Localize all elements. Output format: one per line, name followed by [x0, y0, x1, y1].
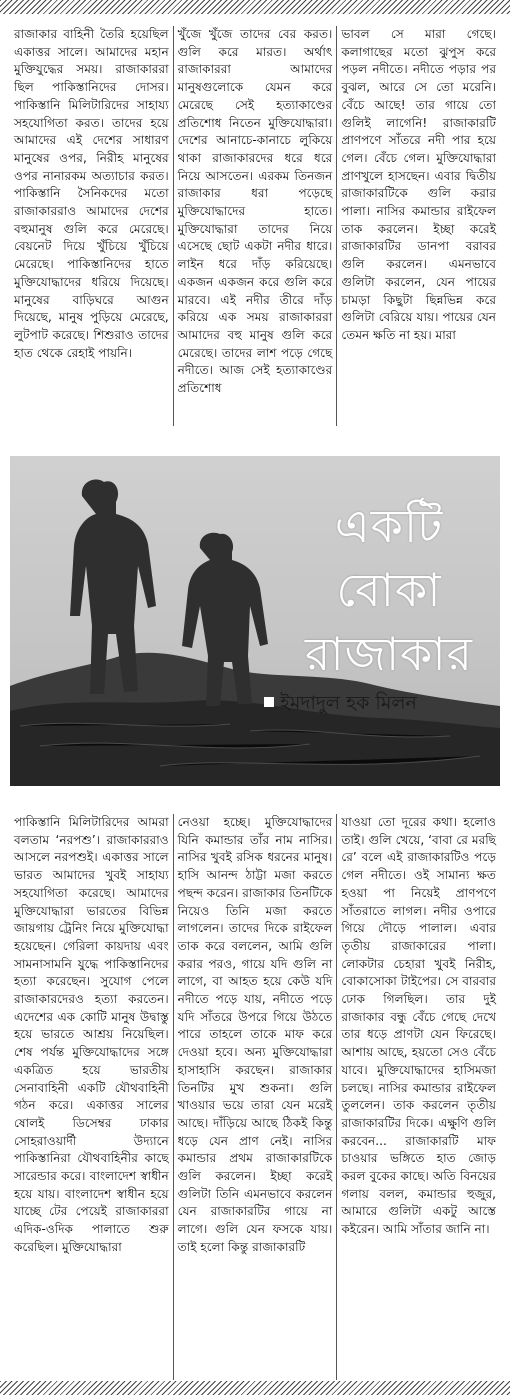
paragraph: খুঁজে খুঁজে তাদের বের করত। গুলি করে মারত। অর্থাৎ রাজাকাররা আমাদের মানুষগুলোকে যেমন করে মেরেছে সেই হত্যাকাণ্ডের প্রতিশোধ নিতেন মুক্তিযোদ্ধারা। দেশের আনাচে-কানাচে লুকিয়ে থাকা রাজাকারদের ধরে ধরে নিয়ে আসতেন। এরকম তিনজন রাজাকার ধরা পড়েছে মুক্তিযোদ্ধাদের হাতে। মুক্তিযোদ্ধারা তাদের নিয়ে এসেছে ছোট একটা নদীর ধারে। লাইন ধরে দাঁড় করিয়েছে। একজন একজন করে গুলি করে মারবে। এই নদীর তীরে দাঁড় করিয়ে এক সময় রাজাকাররা আমাদের বহু মানুষ গুলি করে মেরেছে। তাদের লাশ পড়ে গেছে নদীতে। আজ সেই হত্যাকাণ্ডের প্রতিশোধ	[177, 27, 333, 396]
article-bottom-columns	[10, 814, 500, 1380]
paragraph: পাকিস্তানি মিলিটারিদের আমরা বলতাম ‘নরপশু’। রাজাকাররাও আসলে নরপশুই। একাত্তর সালে ভারত আমাদের খুবই সাহায্য সহযোগিতা করেছে। আমাদের মুক্তিযোদ্ধারা ভারতের বিভিন্ন জায়গায় ট্রেনিং নিয়ে মুক্তিযোদ্ধা হয়েছেন। গেরিলা কায়দায় এবং সামনাসামনি যুদ্ধে পাকিস্তানিদের হত্যা করেছেন। সুযোগ পেলে রাজাকারদেরও হত্যা করতেন। এদেশের এক কোটি মানুষ উদ্বাস্তু হয়ে ভারতে আশ্রয় নিয়েছিল। শেষ পর্যন্ত মুক্তিযোদ্ধাদের সঙ্গে একত্রিত হয়ে ভারতীয় সেনাবাহিনী একটি যৌথবাহিনী গঠন করে। একাত্তর সালের ষোলই ডিসেম্বর ঢাকার সোহরাওয়ার্দী উদ্যানে পাকিস্তানিরা যৌথবাহিনীর কাছে সারেন্ডার করে। বাংলাদেশ স্বাধীন হয়ে যায়। বাংলাদেশ স্বাধীন হয়ে যাচ্ছে টের পেয়েই রাজাকাররা এদিক-ওদিক পালাতে শুরু করেছিল। মুক্তিযোদ্ধারা	[14, 815, 169, 1254]
bottom-column-1	[10, 814, 173, 1380]
top-column-1	[10, 26, 173, 426]
paragraph: যাওয়া তো দূরের কথা। হলোও তাই। গুলি খেয়ে, ‘বাবা রে মরছি রে’ বলে এই রাজাকারটিও পড়ে গেল নদীতে। ওই সামান্য ক্ষত হওয়া পা নিয়েই প্রাণপণে সাঁতরাতে লাগল। নদীর ওপারে গিয়ে দৌড়ে পালাল। এবার তৃতীয় রাজাকারের পালা। লোকটার চেহারা খুবই নিরীহ, বোকাসোকা টাইপের। সে বারবার ঢোক গিলছিল। তার দুই রাজাকার বন্ধু বেঁচে গেছে দেখে তার ধড়ে প্রাণটা যেন ফিরেছে। আশায় আছে, হয়তো সেও বেঁচে যাবে। মুক্তিযোদ্ধাদের হাসিমজা চলছে। নাসির কমান্ডার রাইফেল তুললেন। তাক করলেন তৃতীয় রাজাকারটির দিকে। এক্ষুণি গুলি করবেন... রাজাকারটি মাফ চাওয়ার ভঙ্গিতে হাত জোড় করল বুকের কাছে। অতি বিনয়ের গলায় বলল, কমান্ডার হুজুর, আমারে গুলিটা একটু আস্তে কইরেন। আমি সাঁতার জানি না।	[341, 815, 497, 1237]
bottom-column-2	[173, 814, 337, 1380]
title-illustration	[10, 456, 500, 786]
article-title	[304, 494, 474, 686]
bullet-square-icon	[264, 697, 274, 707]
title-line: বোকা	[336, 563, 442, 617]
title-line: একটি	[334, 499, 444, 553]
top-column-3	[336, 26, 500, 426]
author-name: ইমদাদুল হক মিলন	[280, 692, 417, 714]
paragraph: ভাবল সে মারা গেছে। কলাগাছের মতো ঝুপুস করে পড়ল নদীতে। নদীতে পড়ার পর বুঝল, আরে সে তো মরেনি। বেঁচে আছে! তার গায়ে তো গুলিই লাগেনি! রাজাকারটি প্রাণপণে সাঁতরে নদী পার হয়ে গেল। বেঁচে গেল। মুক্তিযোদ্ধারা প্রাণখুলে হাসছেন। এবার দ্বিতীয় রাজাকারটিকে গুলি করার পালা। নাসির কমান্ডার রাইফেল তাক করলেন। ইচ্ছা করেই রাজাকারটির ডানপা বরাবর গুলি করলেন। এমনভাবে গুলিটা করলেন, যেন পায়ের চামড়া কিছুটা ছিন্নভিন্ন করে গুলিটা বেরিয়ে যায়। পায়ের যেন তেমন ক্ষতি না হয়। মারা	[341, 27, 497, 342]
paragraph: নেওয়া হচ্ছে। মুক্তিযোদ্ধাদের যিনি কমান্ডার তাঁর নাম নাসির। নাসির খুবই রসিক ধরনের মানুষ। হাসি আনন্দ ঠাট্টা মজা করতে পছন্দ করেন। রাজাকার তিনটিকে নিয়েও তিনি মজা করতে লাগলেন। তাদের দিকে রাইফেল তাক করে বললেন, আমি গুলি করার পরও, গায়ে যদি গুলি না লাগে, বা আহত হয়ে কেউ যদি নদীতে পড়ে যায়, নদীতে পড়ে যদি সাঁতরে উপরে গিয়ে উঠতে পারে তাহলে তাকে মাফ করে দেওয়া হবে। অন্য মুক্তিযোদ্ধারা হাসাহাসি করছেন। রাজাকার তিনটির মুখ শুকনা। গুলি খাওয়ার ভয়ে তারা যেন মরেই আছে। দাঁড়িয়ে আছে ঠিকই কিন্তু ধড়ে যেন প্রাণ নেই। নাসির কমান্ডার প্রথম রাজাকারটিকে গুলি করলেন। ইচ্ছা করেই গুলিটা তিনি এমনভাবে করলেন যেন রাজাকারটির গায়ে না লাগে। গুলি যেন ফসকে যায়। তাই হলো কিন্তু রাজাকারটি	[177, 815, 333, 1254]
paragraph: রাজাকার বাহিনী তৈরি হয়েছিল একাত্তর সালে। আমাদের মহান মুক্তিযুদ্ধের সময়। রাজাকাররা ছিল পাকিস্তানিদের দোসর। পাকিস্তানি মিলিটারিদের সাহায্য সহযোগিতা করত। তাদের হয়ে আমাদের এই দেশের সাধারণ মানুষের ওপর, নিরীহ মানুষের ওপর নানারকম অত্যাচার করত। পাকিস্তানি সৈনিকদের মতো রাজাকাররাও আমাদের দেশের বহুমানুষ গুলি করে মেরেছে। বেয়নেট দিয়ে খুঁচিয়ে খুঁচিয়ে মেরেছে। পাকিস্তানিদের হাতে মুক্তিযোদ্ধাদের ধরিয়ে দিয়েছে। মানুষের বাড়িঘরে আগুন দিয়েছে, মানুষ পুড়িয়ে মেরেছে, লুটপাট করেছে। শিশুরাও তাদের হাত থেকে রেহাই পায়নি।	[14, 27, 169, 360]
top-hatch-border	[0, 0, 510, 14]
top-column-2	[173, 26, 337, 426]
article-top-columns	[10, 26, 500, 426]
title-line: রাজাকার	[305, 627, 473, 681]
bottom-hatch-border	[0, 1381, 510, 1395]
author-byline	[264, 689, 494, 721]
bottom-column-3	[336, 814, 500, 1380]
